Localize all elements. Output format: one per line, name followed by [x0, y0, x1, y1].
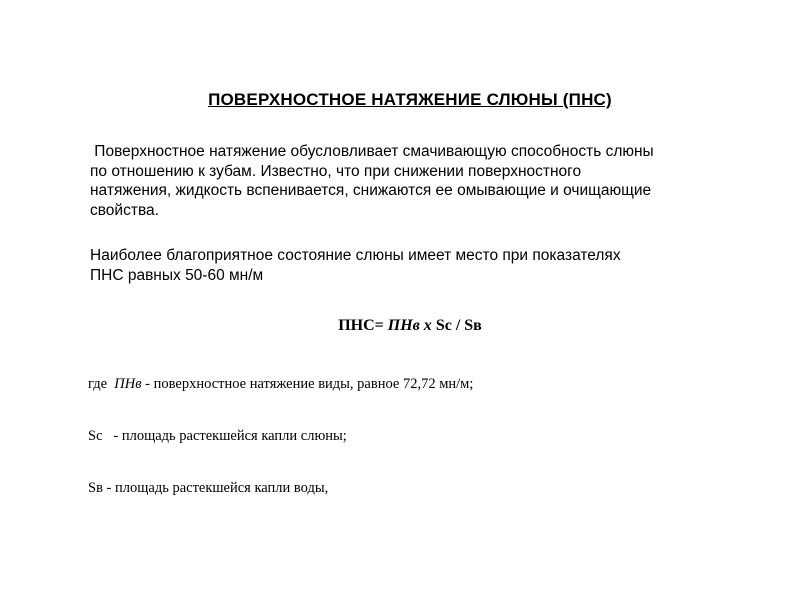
definition-sv: Sв - площадь растекшейся капли воды,	[88, 480, 329, 496]
formula	[0, 317, 800, 335]
page-title: ПОВЕРХНОСТНОЕ НАТЯЖЕНИЕ СЛЮНЫ (ПНС)	[208, 90, 612, 109]
formula-right: Sc / Sв	[431, 317, 482, 334]
formula-italic: ПНв х	[387, 317, 432, 334]
definition-prefix: где	[88, 376, 115, 392]
formula-left: ПНС=	[338, 317, 388, 334]
paragraph-line: Наиболее благоприятное состояние слюны имеет место при показателях	[90, 247, 621, 264]
paragraph-line: натяжения, жидкость вспенивается, снижаются ее омывающие и очищающие	[90, 182, 652, 199]
paragraph-line: Поверхностное натяжение обусловливает смачивающую способность слюны	[90, 143, 654, 160]
definition-pnv	[88, 376, 473, 393]
paragraph-optimal-state	[90, 246, 770, 285]
definition-sc: Sc - площадь растекшейся капли слюны;	[88, 428, 347, 444]
paragraph-surface-tension	[90, 142, 770, 220]
definition-text: - поверхностное натяжение виды, равное 72,72 мн/м;	[141, 376, 474, 392]
paragraph-line: ПНС равных 50-60 мн/м	[90, 266, 264, 284]
definition-symbol: ПНв	[114, 376, 142, 392]
paragraph-line: свойства.	[90, 201, 159, 219]
paragraph-line: по отношению к зубам. Известно, что при снижении поверхностного	[90, 162, 582, 180]
